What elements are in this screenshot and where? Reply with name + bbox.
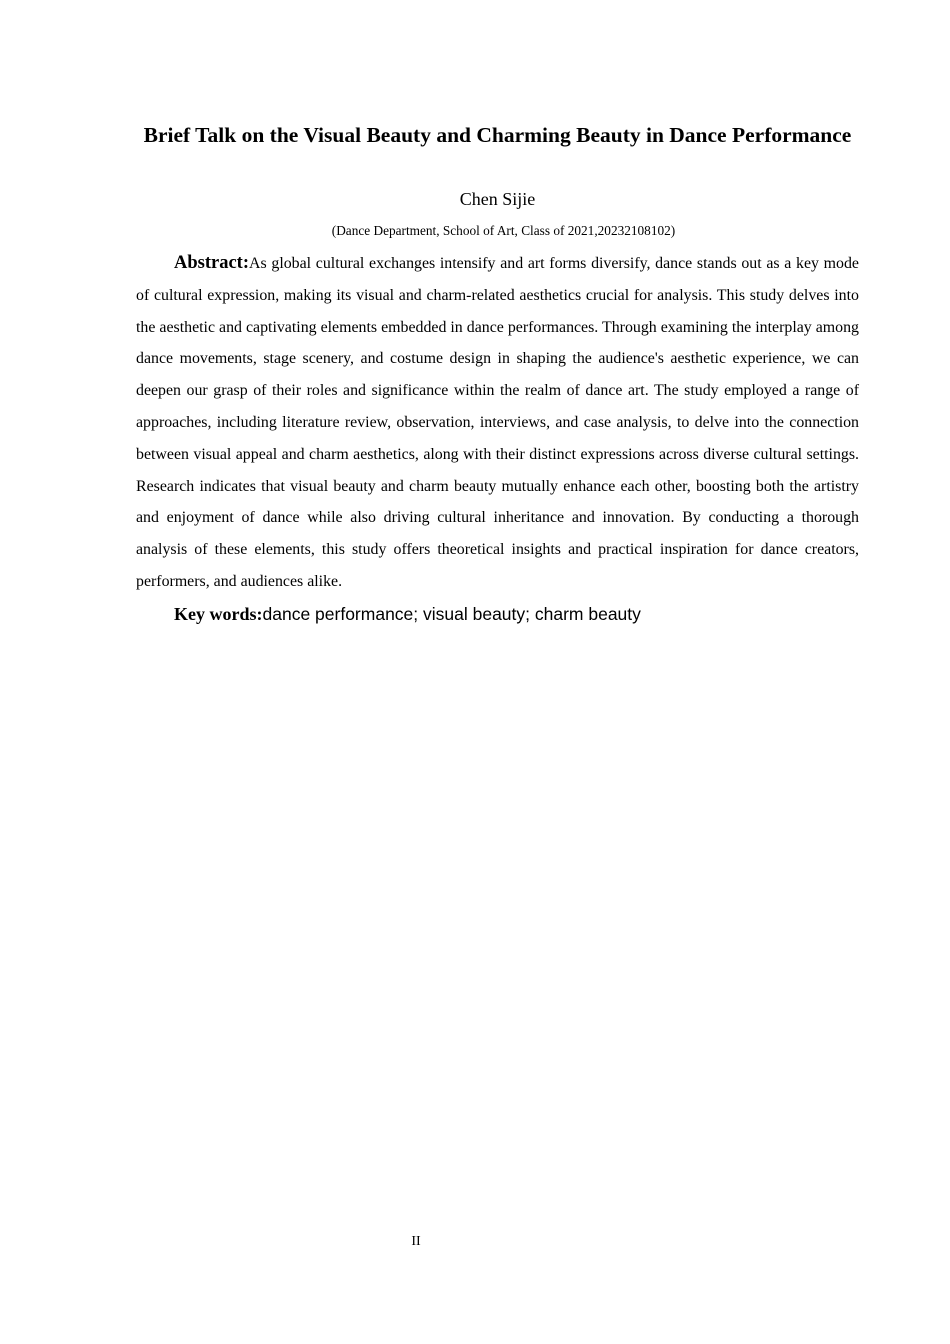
abstract-paragraph — [136, 248, 859, 598]
author-name: Chen Sijie — [459, 189, 536, 209]
keywords-label: Key words: — [174, 604, 263, 624]
keywords-text: dance performance; visual beauty; charm beauty — [262, 604, 641, 624]
abstract-label: Abstract: — [174, 253, 250, 273]
page-number: II — [411, 1234, 421, 1249]
paper-title: Brief Talk on the Visual Beauty and Charming Beauty in Dance Performance — [143, 123, 852, 147]
author-affiliation: (Dance Department, School of Art, Class of 2021,20232108102) — [331, 223, 676, 238]
abstract-text: As global cultural exchanges intensify and art forms diversify, dance stands out as a key mode of cultural expression, making its visual and charm-related aesthetics crucial for analysis. This study delves into the aesthetic and captivating elements embedded in dance performances. Through examining the interplay among dance movements, stage scenery, and costume design in shaping the audience's aesthetic experience, we can deepen our grasp of their roles and significance within the realm of dance art. The study employed a range of approaches, including literature review, observation, interviews, and case analysis, to delve into the connection between visual appeal and charm aesthetics, along with their distinct expressions across diverse cultural settings. Research indicates that visual beauty and charm beauty mutually enhance each other, boosting both the artistry and enjoyment of dance while also driving cultural inheritance and innovation. By conducting a thorough analysis of these elements, this study offers theoretical insights and practical inspiration for dance creators, performers, and audiences alike. — [136, 255, 859, 590]
keywords-paragraph — [136, 599, 859, 630]
